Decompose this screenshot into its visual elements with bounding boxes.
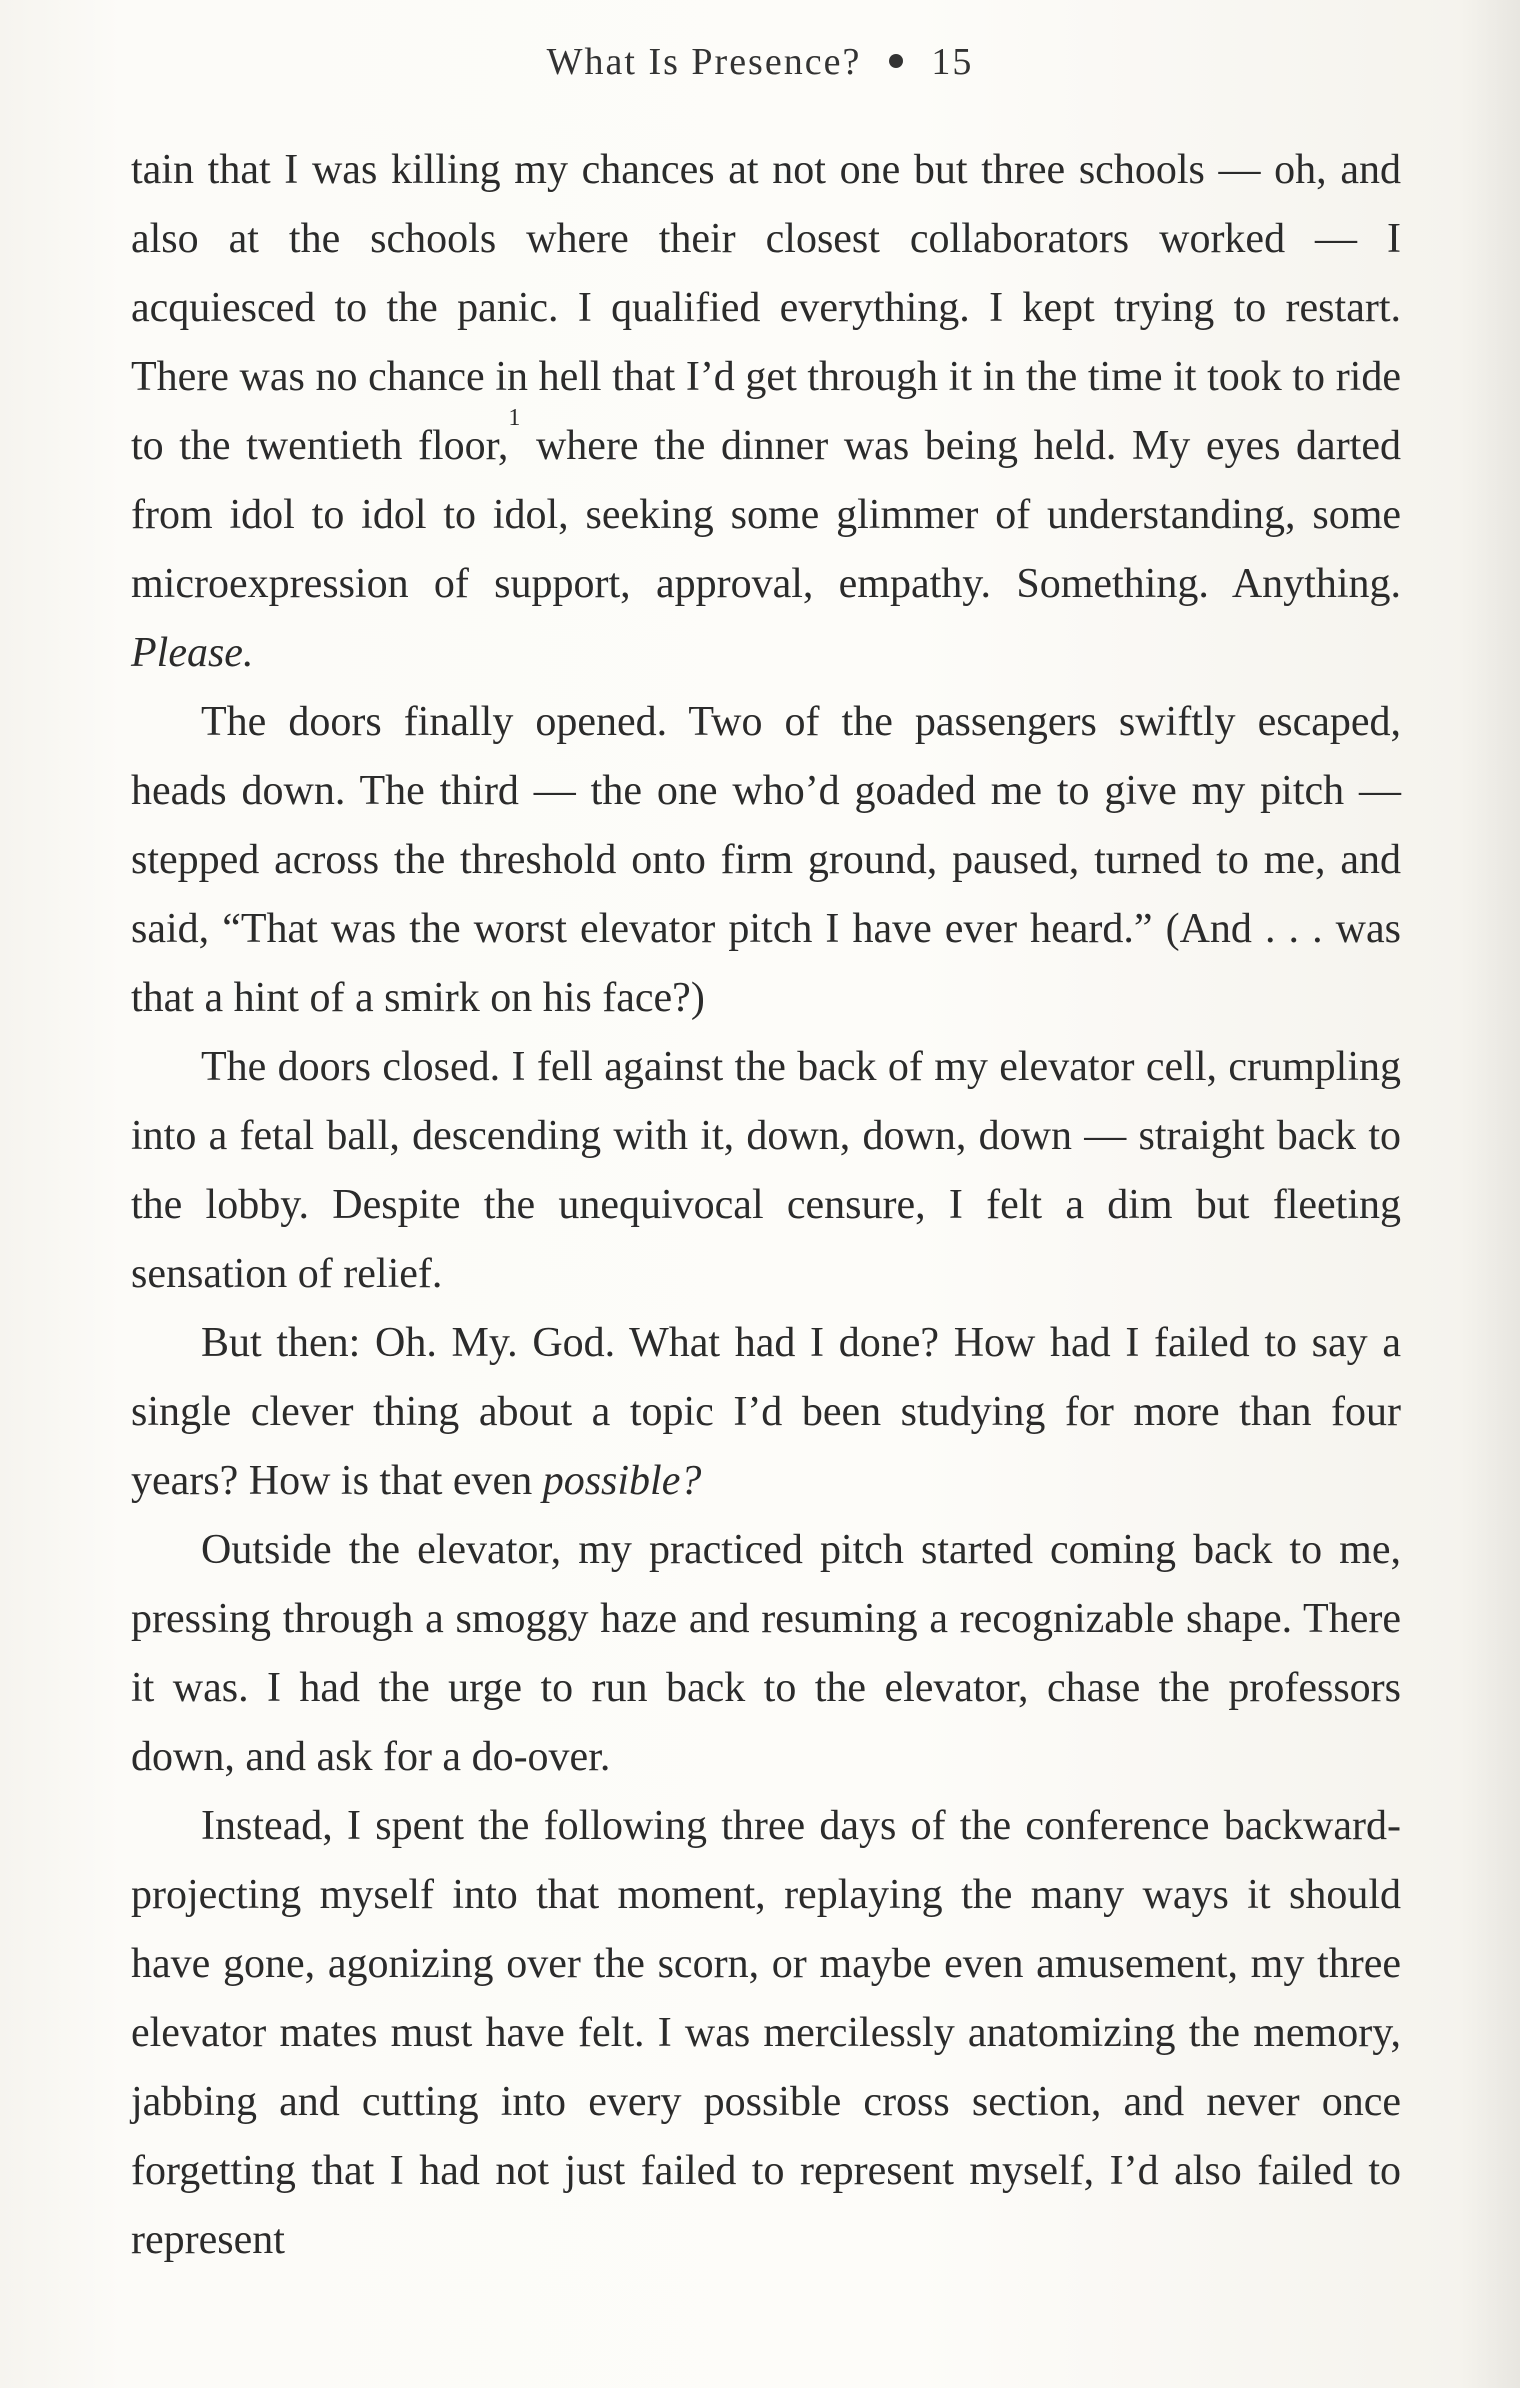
bullet-separator-icon	[889, 54, 903, 68]
paragraph-6: Instead, I spent the following three days of the conference backward-projecting myself into that moment, replaying the many ways it should have gone, agonizing over the scorn, or maybe even amusement, my three elevator mates must have felt. I was mercilessly anatomizing the memory, jabbing and cutting into every possible cross section, and never once forgetting that I had not just failed to represent myself, I’d also failed to represent	[131, 1803, 1401, 2263]
running-header	[0, 40, 1520, 84]
body-text	[131, 136, 1401, 2275]
paragraph-1-text-a: tain that I was killing my chances at not one but three schools — oh, and also at the schools where their closest collaborators worked — I acquiesced to the panic. I qualified everything. I kept trying to restart. There was no chance in hell that I’d get through it in the time it took to ride to the twentieth floor,	[131, 147, 1401, 469]
paragraph-1	[131, 136, 1401, 688]
paragraph-5: Outside the elevator, my practiced pitch started coming back to me, pressing through a smoggy haze and resuming a recognizable shape. There it was. I had the urge to run back to the elevator, chase the professors down, and ask for a do-over.	[131, 1527, 1401, 1780]
paragraph-1-emphasis: Please.	[131, 630, 254, 676]
paragraph-4	[131, 1309, 1401, 1516]
paragraph-3: The doors closed. I fell against the back of my elevator cell, crumpling into a fetal ball, descending with it, down, down, down — straight back to the lobby. Despite the unequivocal censure, I felt a dim but fleeting sensation of relief.	[131, 1044, 1401, 1297]
page-number: 15	[931, 41, 974, 83]
paragraph-4-emphasis: possible?	[542, 1458, 702, 1504]
paragraph-1-text-b: where the dinner was being held. My eyes darted from idol to idol to idol, seeking some glimmer of understanding, some microexpression of support, approval, empathy. Something. Anything.	[131, 423, 1401, 607]
paragraph-2: The doors finally opened. Two of the passengers swiftly escaped, heads down. The third — the one who’d goaded me to give my pitch — stepped across the threshold onto firm ground, paused, turned to me, and said, “That was the worst elevator pitch I have ever heard.” (And . . . was that a hint of a smirk on his face?)	[131, 699, 1401, 1021]
page-edge-shadow	[1460, 0, 1520, 2388]
paragraph-4-text: But then: Oh. My. God. What had I done? How had I failed to say a single clever thing about a topic I’d been studying for more than four years? How is that even	[131, 1320, 1401, 1504]
running-title: What Is Presence?	[546, 41, 862, 83]
footnote-marker: 1	[508, 405, 521, 431]
